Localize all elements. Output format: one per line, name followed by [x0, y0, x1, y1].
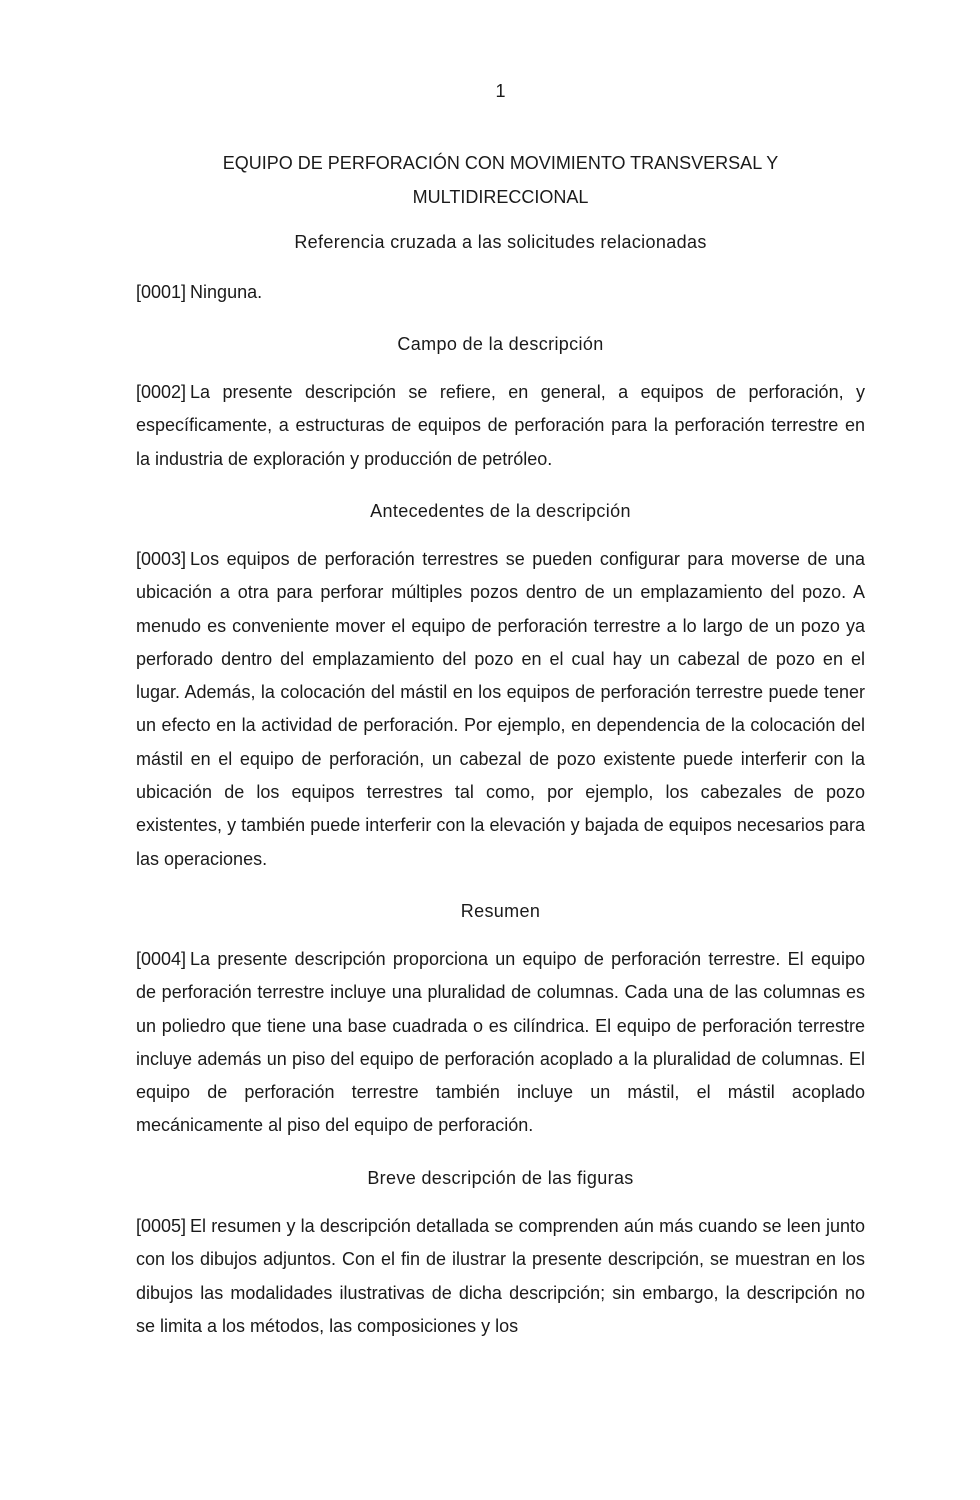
paragraph-0005	[136, 1210, 865, 1343]
paragraph-0003	[136, 543, 865, 876]
heading-field: Campo de la descripción	[397, 334, 604, 354]
paragraph-number: [0002]	[136, 382, 187, 402]
page-number: 1	[495, 81, 506, 101]
paragraph-0004	[136, 943, 865, 1143]
paragraph-text: La presente descripción se refiere, en general, a equipos de perforación, y específicamente, a estructuras de equipos de perforación para la perforación terrestre en la industria de exploración y producción de petróleo.	[136, 382, 865, 469]
heading-figures: Breve descripción de las figuras	[367, 1168, 634, 1188]
title-line-1: EQUIPO DE PERFORACIÓN CON MOVIMIENTO TRANSVERSAL Y	[222, 153, 779, 173]
paragraph-0001	[136, 276, 865, 309]
paragraph-0002	[136, 376, 865, 476]
paragraph-number: [0001]	[136, 282, 187, 302]
title-line-2: MULTIDIRECCIONAL	[412, 187, 589, 207]
heading-background: Antecedentes de la descripción	[370, 501, 631, 521]
paragraph-number: [0003]	[136, 549, 187, 569]
heading-cross-reference: Referencia cruzada a las solicitudes relacionadas	[294, 232, 707, 252]
paragraph-text: Ninguna.	[190, 282, 263, 302]
paragraph-text: El resumen y la descripción detallada se comprenden aún más cuando se leen junto con los dibujos adjuntos. Con el fin de ilustrar la presente descripción, se muestran en los dibujos las modalidades ilustrativas de dicha descripción; sin embargo, la descripción no se limita a los métodos, las composiciones y los	[136, 1216, 865, 1336]
paragraph-number: [0004]	[136, 949, 187, 969]
heading-summary: Resumen	[460, 901, 541, 921]
document-title	[136, 146, 865, 214]
paragraph-text: La presente descripción proporciona un equipo de perforación terrestre. El equipo de perforación terrestre incluye una pluralidad de columnas. Cada una de las columnas es un poliedro que tiene una base cuadrada o es cilíndrica. El equipo de perforación terrestre incluye además un piso del equipo de perforación acoplado a la pluralidad de columnas. El equipo de perforación terrestre también incluye un mástil, el mástil acoplado mecánicamente al piso del equipo de perforación.	[136, 949, 865, 1136]
paragraph-text: Los equipos de perforación terrestres se pueden configurar para moverse de una ubicación a otra para perforar múltiples pozos dentro de un emplazamiento del pozo. A menudo es conveniente mover el equipo de perforación terrestre a lo largo de un pozo ya perforado dentro del emplazamiento del pozo en el cual hay un cabezal de pozo en el lugar. Además, la colocación del mástil en los equipos de perforación terrestre puede tener un efecto en la actividad de perforación. Por ejemplo, en dependencia de la colocación del mástil en el equipo de perforación, un cabezal de pozo existente puede interferir con la ubicación de los equipos terrestres tal como, por ejemplo, los cabezales de pozo existentes, y también puede interferir con la elevación y bajada de equipos necesarios para las operaciones.	[136, 549, 865, 869]
paragraph-number: [0005]	[136, 1216, 187, 1236]
